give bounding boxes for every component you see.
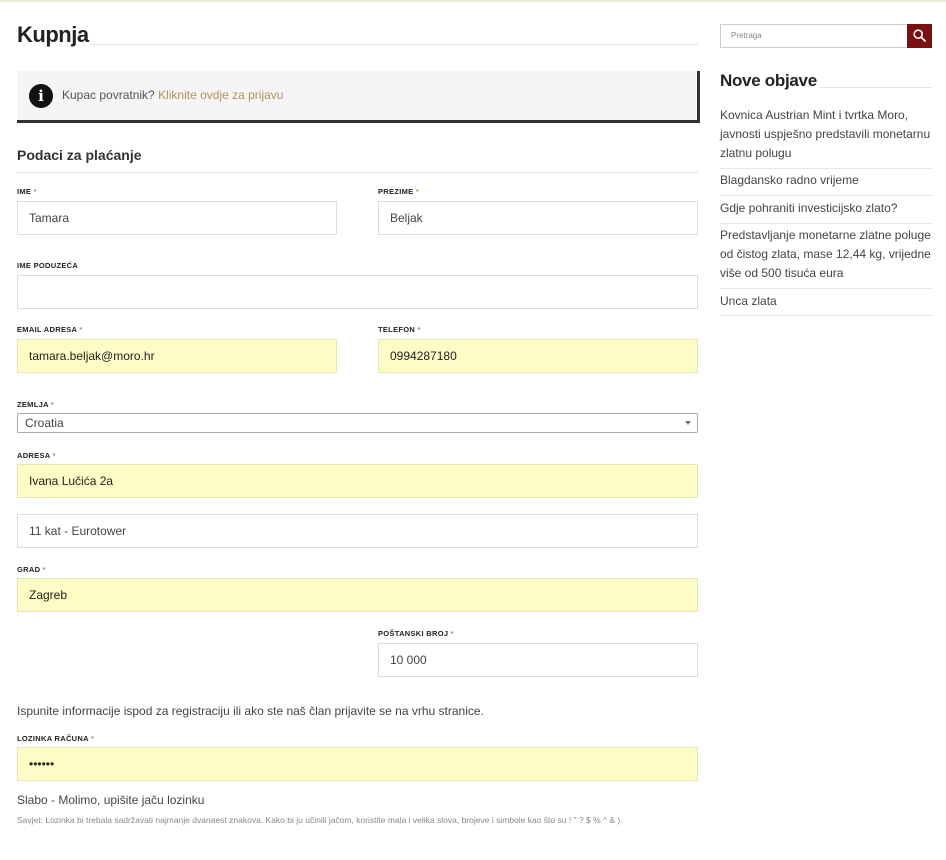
search-button[interactable] — [907, 24, 932, 48]
email-input[interactable]: tamara.beljak@moro.hr — [17, 339, 337, 373]
post-divider — [720, 288, 932, 289]
company-input[interactable] — [17, 275, 698, 309]
register-info-text: Ispunite informacije ispod za registraciju ili ako ste naš član prijavite se na vrhu stranice. — [17, 704, 484, 718]
returning-customer-notice — [17, 71, 700, 123]
address-line1-input[interactable]: Ivana Lučića 2a — [17, 464, 698, 498]
search-input[interactable]: Pretraga — [720, 24, 908, 48]
notice-text: Kupac povratnik? — [62, 88, 155, 102]
recent-post-link[interactable]: Gdje pohraniti investicijsko zlato? — [720, 201, 898, 215]
recent-post-link[interactable]: Kovnica Austrian Mint i tvrtka Moro, javnosti uspješno predstavili monetarnu zlatnu polugu — [720, 108, 931, 160]
password-input[interactable]: •••••• — [17, 747, 698, 781]
top-border — [0, 0, 946, 2]
post-divider — [720, 315, 932, 316]
recent-post-link[interactable]: Predstavljanje monetarne zlatne poluge od čistog zlata, mase 12,44 kg, vrijedne više od 500 tisuća eura — [720, 228, 931, 280]
billing-section-title: Podaci za plaćanje — [17, 147, 142, 163]
recent-post-link[interactable]: Unca zlata — [720, 294, 777, 308]
country-label: ZEMLJA * — [17, 400, 55, 409]
post-divider — [720, 195, 932, 196]
chevron-down-icon — [685, 421, 691, 425]
city-label: GRAD * — [17, 565, 46, 574]
section-divider — [17, 172, 698, 173]
postcode-input[interactable]: 10 000 — [378, 643, 698, 677]
search-icon — [913, 29, 926, 42]
notice-message — [62, 88, 283, 102]
title-divider — [90, 44, 698, 45]
postcode-label: POŠTANSKI BROJ * — [378, 629, 454, 638]
page-title: Kupnja — [17, 22, 89, 47]
first-name-input[interactable]: Tamara — [17, 201, 337, 235]
info-icon: i — [29, 84, 53, 108]
address-line2-input[interactable]: 11 kat - Eurotower — [17, 514, 698, 548]
password-hint: Savjet: Lozinka bi trebala sadržavati najmanje dvanaest znakova. Kako bi ju učinili jačom, koristite mala i velika slova, brojeve i simbole kao što su ! " ? $ % ^ & ). — [17, 815, 623, 825]
country-select[interactable] — [17, 413, 698, 433]
phone-input[interactable]: 0994287180 — [378, 339, 698, 373]
country-selected-value: Croatia — [25, 416, 64, 430]
first-name-label: IME * — [17, 187, 37, 196]
post-divider — [720, 223, 932, 224]
post-divider — [720, 168, 932, 169]
recent-post-link[interactable]: Blagdansko radno vrijeme — [720, 173, 859, 187]
last-name-input[interactable]: Beljak — [378, 201, 698, 235]
last-name-label: PREZIME * — [378, 187, 420, 196]
phone-label: TELEFON * — [378, 325, 421, 334]
city-input[interactable]: Zagreb — [17, 578, 698, 612]
recent-posts-title: Nove objave — [720, 71, 817, 90]
login-link[interactable]: Kliknite ovdje za prijavu — [158, 88, 284, 102]
recent-posts-divider — [820, 87, 932, 88]
company-label: IME PODUZEĆA — [17, 261, 79, 270]
password-strength-message: Slabo - Molimo, upišite jaču lozinku — [17, 793, 205, 807]
address-label: ADRESA * — [17, 451, 56, 460]
password-label: LOZINKA RAČUNA * — [17, 734, 95, 743]
email-label: EMAIL ADRESA * — [17, 325, 83, 334]
